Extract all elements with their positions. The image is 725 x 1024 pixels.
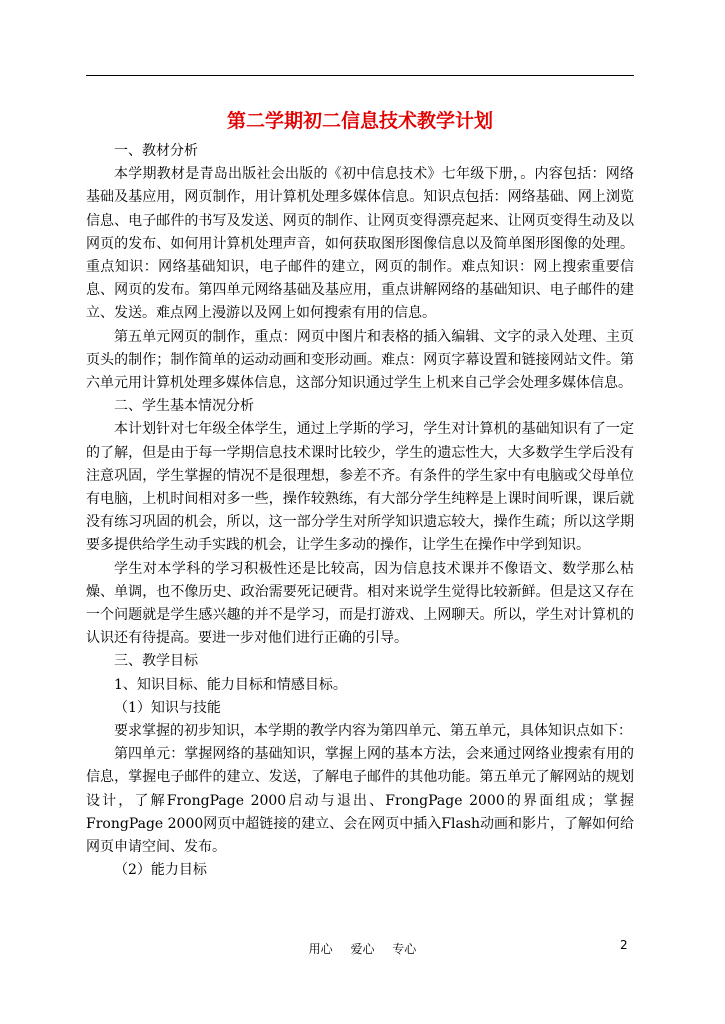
page-number: 2 (620, 938, 628, 952)
sub-heading: （2）能力目标 (114, 862, 207, 879)
section-heading: 一、教材分析 (114, 143, 198, 159)
paragraph: 本计划针对七年级全体学生，通过上学斯的学习，学生对计算机的基础知识有了一定的了解，但是由于每一学期信息技术课时比较少，学生的遗忘性大，大多数学生学后没有注意巩固，学生掌握的情况不是很理想，参差不齐。有条件的学生家中有电脑或父母单位有电脑，上机时间相对多一些，操作较熟练，有大部分学生纯粹是上课时间听课，课后就没有练习巩固的机会，所以，这一部分学生对所学知识遗忘较大，操作生疏；所以这学期要多提供给学生动手实践的机会，让学生多动的操作，让学生在操作中学到知识。 (86, 421, 634, 554)
document-body (86, 140, 634, 883)
section-heading: 二、学生基本情况分析 (114, 398, 254, 415)
paragraph: 第四单元：掌握网络的基础知识，掌握上网的基本方法，会来通过网络业搜索有用的信息，掌握电子邮件的建立、发送，了解电子邮件的其他功能。第五单元了解网站的规划设计，了解FrongPage 2000启动与退出、FrongPage 2000的界面组成；掌握FrongPage 2000网页中超链接的建立、会在网页中插入Flash动画和影片，了解如何给网页申请空间、发布。 (86, 746, 635, 856)
document-title: 第二学期初二信息技术教学计划 (226, 110, 493, 132)
sub-heading: 1、知识目标、能力目标和情感目标。 (114, 676, 347, 693)
header-rule (86, 75, 634, 76)
paragraph: 学生对本学科的学习积极性还是比较高，因为信息技术课并不像语文、数学那么枯燥、单调，也不像历史、政治需要死记硬背。相对来说学生觉得比较新鲜。但是这又存在一个问题就是学生感兴趣的并不是学习，而是打游戏、上网聊天。所以，学生对计算机的认识还有待提高。要进一步对他们进行正确的引导。 (86, 560, 634, 647)
footer-motto: 用心 爱心 专心 (308, 942, 417, 956)
section-heading: 三、教学目标 (114, 653, 198, 670)
paragraph: 要求掌握的初步知识，本学期的教学内容为第四单元、第五单元，具体知识点如下： (114, 723, 632, 740)
paragraph: 第五单元网页的制作，重点：网页中图片和表格的插入编辑、文字的录入处理、主页页头的制作；制作简单的运动动画和变形动画。难点：网页字幕设置和链接网站文件。第六单元用计算机处理多媒体信息，这部分知识通过学生上机来自己学会处理多媒体信息。 (86, 328, 634, 392)
sub-heading: （1）知识与技能 (114, 699, 221, 716)
paragraph: 本学期教材是青岛出版社会出版的《初中信息技术》七年级下册，。内容包括：网络基础及基应用，网页制作，用计算机处理多媒体信息。知识点包括：网络基础、网上浏览信息、电子邮件的书写及发送、网页的制作、让网页变得漂亮起来、让网页变得生动及以网页的发布、如何用计算机处理声音，如何获取图形图像信息以及简单图形图像的处理。重点知识：网络基础知识，电子邮件的建立，网页的制作。难点知识：网上搜索重要信息、网页的发布。第四单元网络基础及基应用，重点讲解网络的基础知识、电子邮件的建立、发送。难点网上漫游以及网上如何搜索有用的信息。 (86, 166, 634, 322)
